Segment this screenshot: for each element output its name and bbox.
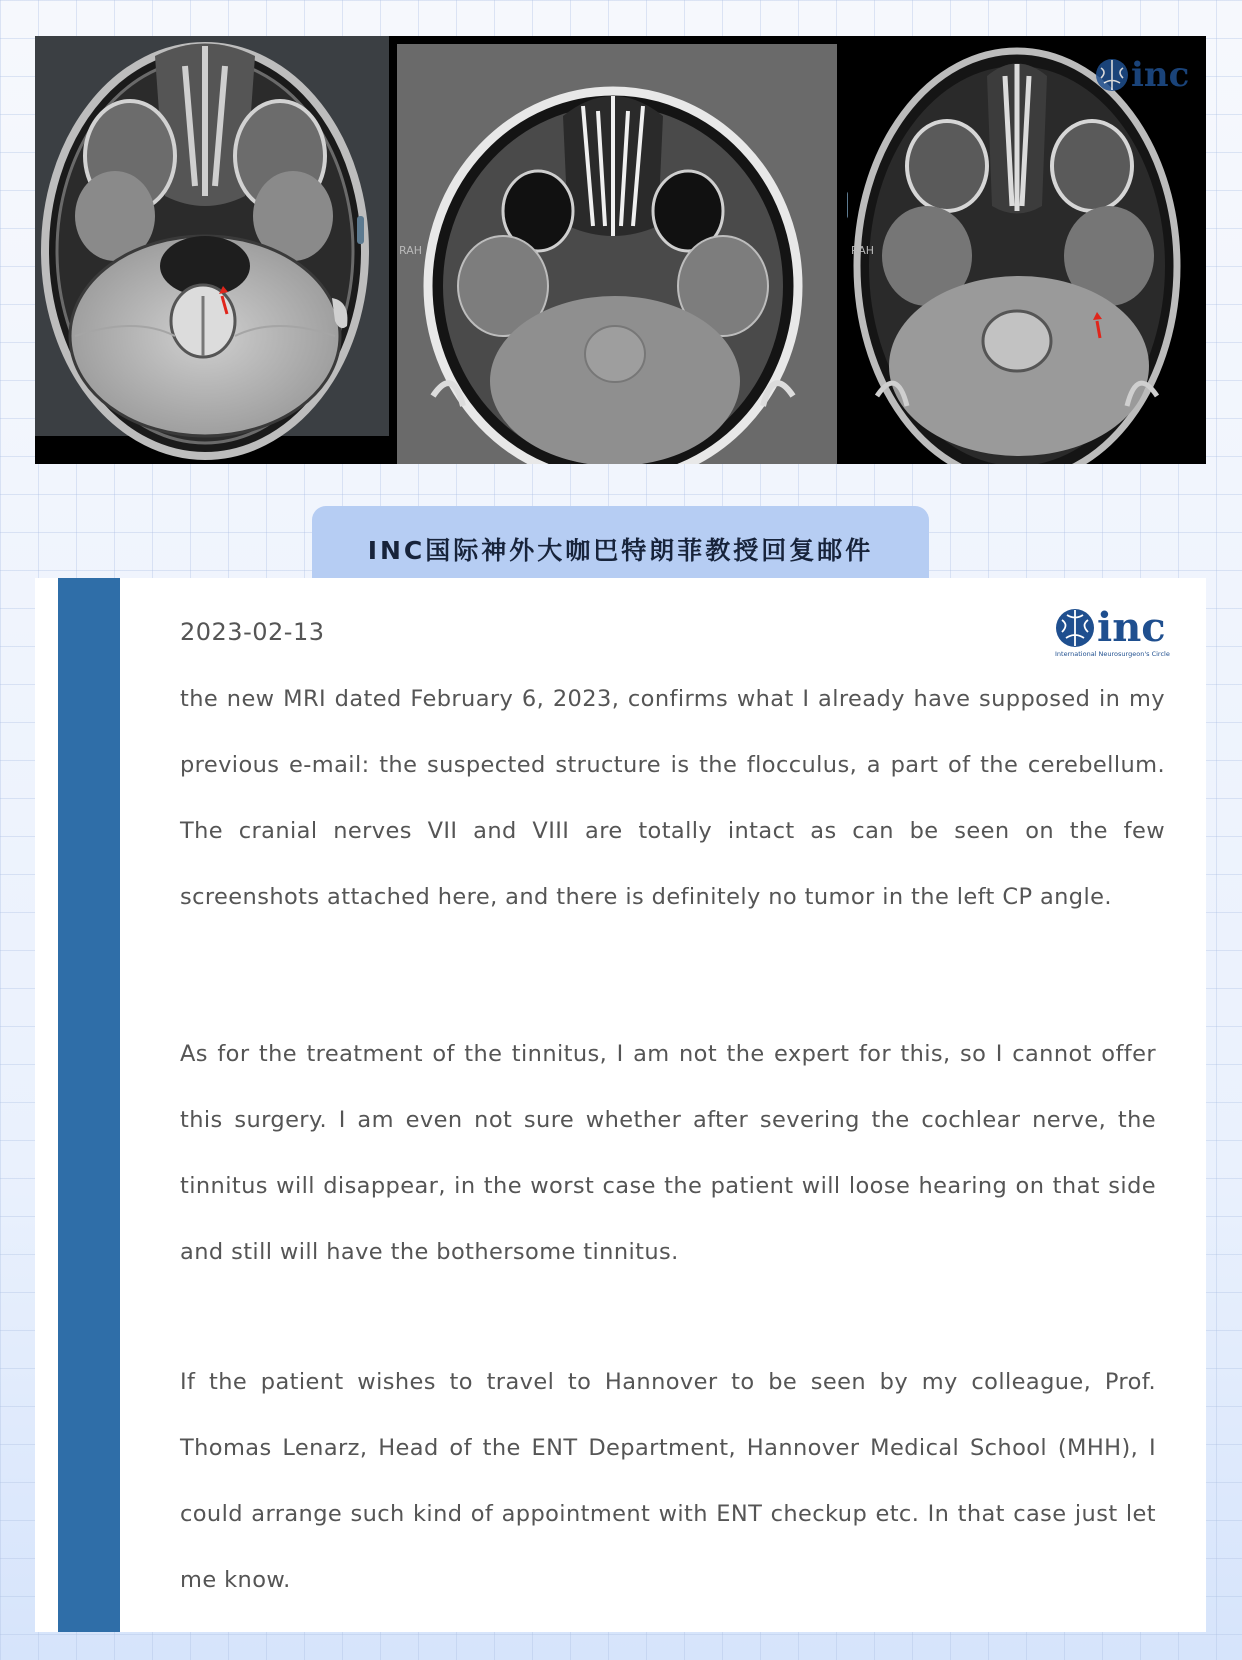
logo-wordmark: inc xyxy=(1097,604,1166,651)
viewer-scroll-handle[interactable] xyxy=(847,191,848,219)
orientation-label: RAH xyxy=(399,244,422,257)
email-letter xyxy=(35,578,1206,1632)
letter-paragraph: As for the treatment of the tinnitus, I am not the expert for this, so I cannot offer this surgery. I am even not sure whether after severing the cochlear nerve, the tinnitus will disappear, in the worst case the patient will loose hearing on that side and still will have the bothersome tinnitus. xyxy=(180,1041,1156,1265)
letter-date: 2023-02-13 xyxy=(180,618,325,646)
brain-icon xyxy=(1095,58,1129,92)
mri-panel-flair xyxy=(847,36,1206,464)
logo-wordmark: inc xyxy=(1131,55,1190,95)
mri-panel-t1-contrast xyxy=(393,36,841,464)
inc-logo-watermark xyxy=(1095,55,1190,95)
mri-image-strip xyxy=(35,36,1206,464)
accent-bar xyxy=(58,578,120,1632)
logo-subtitle: International Neurosurgeon's Circle xyxy=(1055,650,1170,658)
brain-icon xyxy=(1055,608,1095,648)
inc-logo xyxy=(1055,604,1170,658)
orientation-label: RAH xyxy=(851,244,874,257)
viewer-scroll-handle[interactable] xyxy=(357,216,364,244)
mri-panel-t2 xyxy=(35,36,389,464)
letter-paragraph: the new MRI dated February 6, 2023, confirms what I already have supposed in my previous e-mail: the suspected structure is the flocculus, a part of the cerebellum. The cranial nerves VII and VIII are totally intact as can be seen on the few screenshots attached here, and there is definitely no tumor in the left CP angle. xyxy=(180,686,1165,910)
letter-paragraph: If the patient wishes to travel to Hannover to be seen by my colleague, Prof. Thomas Lenarz, Head of the ENT Department, Hannover Medical School (MHH), I could arrange such kind of appointment with ENT checkup etc. In that case just let me know. xyxy=(180,1369,1156,1593)
page-title: INC国际神外大咖巴特朗菲教授回复邮件 xyxy=(367,536,874,565)
